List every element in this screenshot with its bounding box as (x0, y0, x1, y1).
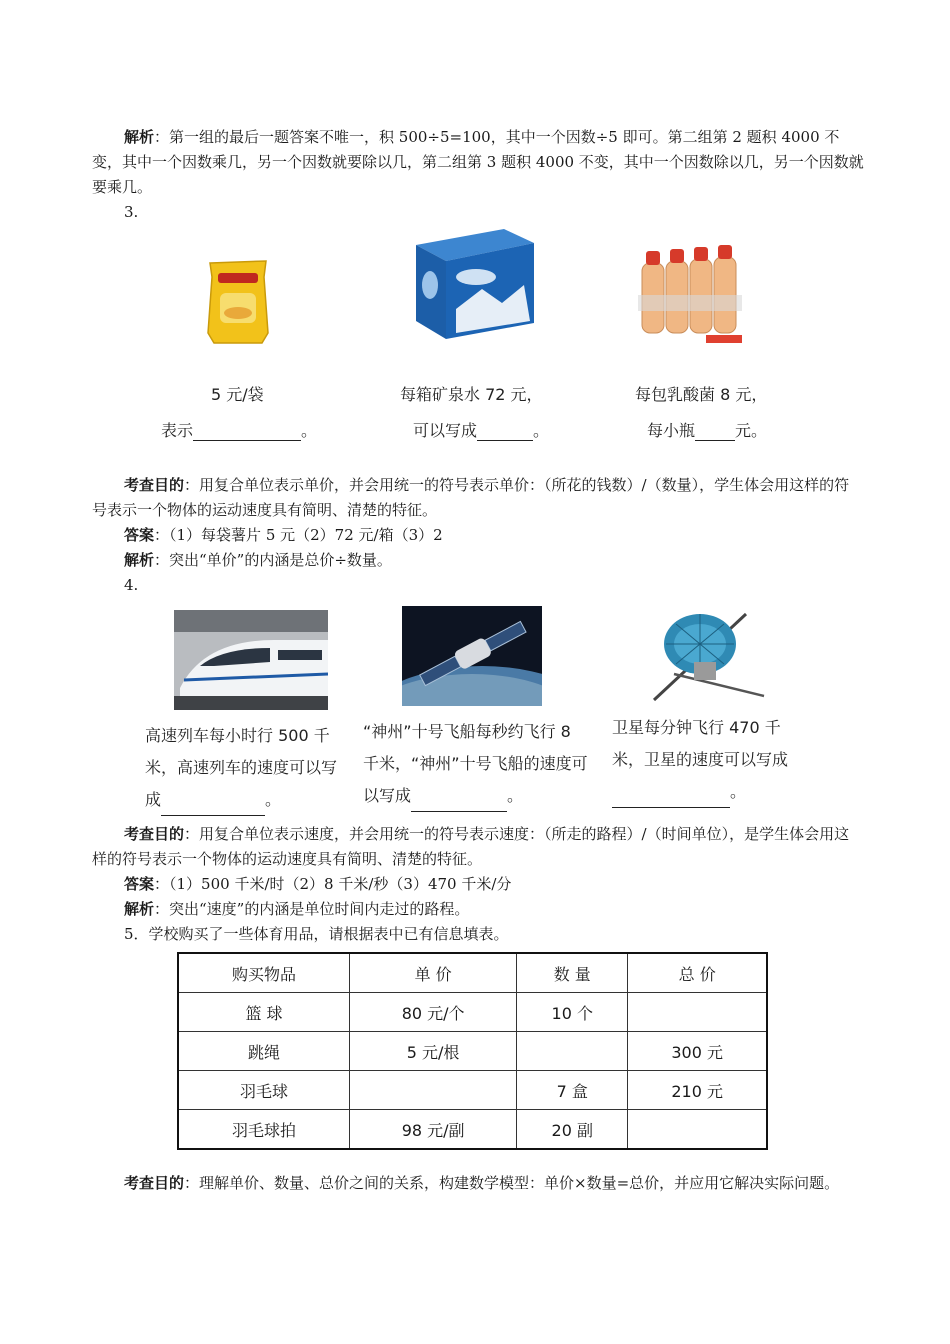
q3-item3-line2: 每小瓶 元。 (647, 421, 768, 440)
q3-item3-line1: 每包乳酸菌 8 元， (635, 385, 768, 404)
table-row (178, 1071, 767, 1110)
table-cell: 98 元/副 (350, 1110, 517, 1150)
q4-item3-text: 卫星每分钟飞行 470 千米，卫星的速度可以写成。 (612, 712, 804, 808)
answer-blank[interactable] (612, 791, 730, 808)
q3-purpose: 考查目的：用复合单位表示单价，并会用统一的符号表示单价：（所花的钱数）/（数量），学生体会用这样的符号表示一个物体的运动速度具有简明、清楚的特征。 (92, 476, 850, 519)
purpose-label: 考查目的 (124, 476, 185, 494)
table-header-row (178, 953, 767, 993)
q4-analysis: 解析：突出“速度”的内涵是单位时间内走过的路程。 (124, 900, 470, 918)
question-3-number: 3. (124, 203, 139, 221)
header-unit-price: 单 价 (350, 953, 517, 993)
answer-blank[interactable] (477, 424, 533, 441)
q3-item2-line2: 可以写成 。 (413, 421, 550, 440)
question-4-number: 4. (124, 576, 139, 594)
table-cell: 5 元/根 (350, 1032, 517, 1071)
table-cell: 210 元 (628, 1071, 767, 1110)
water-box-image (412, 225, 538, 343)
table-cell: 羽毛球拍 (178, 1110, 350, 1150)
table-cell-blank[interactable] (350, 1071, 517, 1110)
header-total-price: 总 价 (628, 953, 767, 993)
header-item: 购买物品 (178, 953, 350, 993)
table-cell: 7 盒 (517, 1071, 628, 1110)
answer-blank[interactable] (695, 424, 735, 441)
answer-blank[interactable] (161, 799, 265, 816)
q3-item1-line1: 5 元/袋 (211, 385, 264, 404)
high-speed-train-image (174, 610, 328, 710)
table-row (178, 993, 767, 1032)
analysis-label: 解析 (124, 900, 155, 918)
answer-blank[interactable] (411, 795, 507, 812)
q4-item2-text: “神州”十号飞船每秒约飞行 8 千米，“神州”十号飞船的速度可以写成 。 (363, 716, 591, 812)
chips-bag-image (204, 257, 272, 345)
answer-label: 答案 (124, 875, 155, 893)
table-cell: 羽毛球 (178, 1071, 350, 1110)
table-cell: 篮 球 (178, 993, 350, 1032)
table-row (178, 1032, 767, 1071)
analysis-text: ：第一组的最后一题答案不唯一，积 500÷5=100，其中一个因数÷5 即可。第二组第 2 题积 4000 不变，其中一个因数乘几，另一个因数就要除以几，第二组第 3 题积 4000 不变，其中一个因数除以几，另一个因数就要乘几。 (92, 128, 864, 196)
question-5-title: 5．学校购买了一些体育用品，请根据表中已有信息填表。 (124, 925, 509, 943)
satellite-image (634, 604, 772, 708)
header-quantity: 数 量 (517, 953, 628, 993)
purpose-label: 考查目的 (124, 1174, 185, 1192)
analysis-label: 解析 (124, 551, 155, 569)
table-row (178, 1110, 767, 1150)
table-cell: 300 元 (628, 1032, 767, 1071)
q5-purpose: 考查目的：理解单价、数量、总价之间的关系，构建数学模型：单价×数量=总价，并应用它解决实际问题。 (124, 1174, 840, 1192)
table-cell: 80 元/个 (350, 993, 517, 1032)
table-cell-blank[interactable] (628, 993, 767, 1032)
yogurt-bottles-image (636, 245, 744, 345)
analysis-label: 解析 (124, 128, 155, 146)
q4-item1-text: 高速列车每小时行 500 千米，高速列车的速度可以写成 。 (145, 720, 350, 816)
purpose-label: 考查目的 (124, 825, 185, 843)
answer-blank[interactable] (193, 424, 301, 441)
sports-goods-table (177, 952, 768, 1150)
q3-analysis: 解析：突出“单价”的内涵是总价÷数量。 (124, 551, 392, 569)
q3-item2-line1: 每箱矿泉水 72 元， (400, 385, 543, 404)
q4-purpose: 考查目的：用复合单位表示速度，并会用统一的符号表示速度：（所走的路程）/（时间单位），是学生体会用这样的符号表示一个物体的运动速度具有简明、清楚的特征。 (92, 825, 850, 868)
table-cell: 20 副 (517, 1110, 628, 1150)
q3-item1-line2: 表示 。 (161, 421, 318, 440)
q3-answer: 答案：（1）每袋薯片 5 元（2）72 元/箱（3）2 (124, 526, 443, 544)
table-cell-blank[interactable] (628, 1110, 767, 1150)
table-cell: 10 个 (517, 993, 628, 1032)
spaceship-image (402, 606, 542, 706)
table-cell-blank[interactable] (517, 1032, 628, 1071)
answer-label: 答案 (124, 526, 155, 544)
analysis-paragraph-q2 (92, 125, 864, 200)
table-cell: 跳绳 (178, 1032, 350, 1071)
q4-answer: 答案：（1）500 千米/时（2）8 千米/秒（3）470 千米/分 (124, 875, 512, 893)
